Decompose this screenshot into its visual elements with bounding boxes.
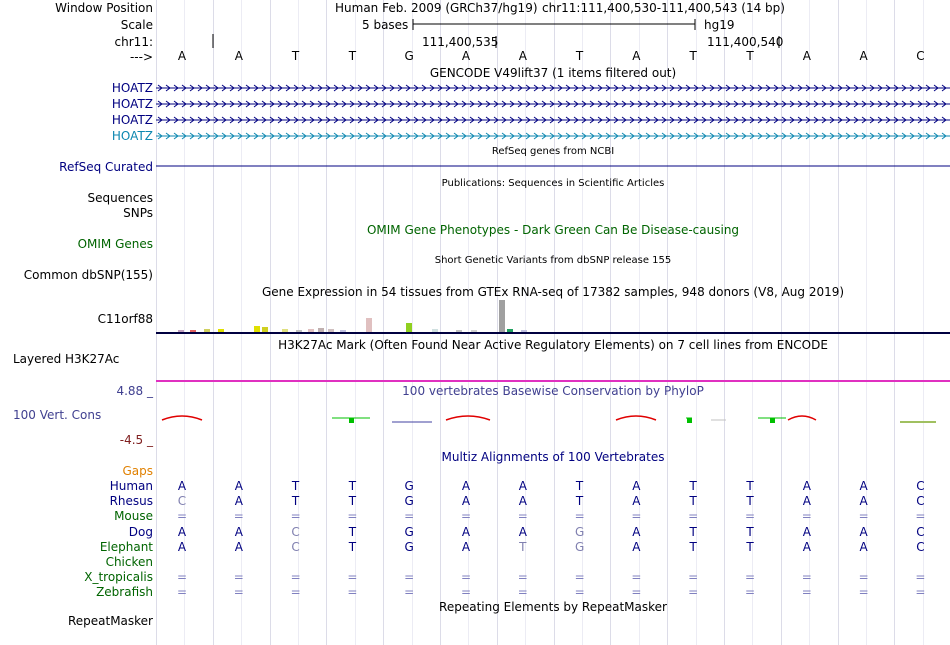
alignment-base: C [916,494,925,509]
phylop-max-label: 4.88 _ [116,384,153,398]
alignment-base: A [461,524,471,539]
alignment-base: = [460,509,472,524]
assembly-text: Human Feb. 2009 (GRCh37/hg19) [335,1,538,15]
alignment-base: = [517,509,528,524]
alignment-base: = [290,585,301,600]
alignment-base: A [802,494,811,509]
reference-base: A [177,49,187,63]
alignment-base: A [632,479,641,493]
alignment-base: = [233,509,244,524]
scale-text: 5 bases [362,18,409,32]
phylop-title[interactable]: 100 vertebrates Basewise Conservation by PhyloP [402,384,704,398]
alignment-base: A [518,494,527,509]
alignment-base: = [858,509,869,524]
gtex-tissue-bar [282,329,288,332]
alignment-base: A [859,539,868,554]
species-label[interactable]: X_tropicalis [84,570,153,585]
alignment-base: = [915,570,926,585]
gtex-tissue-bar [340,330,346,332]
gtex-tissue-bar [499,300,505,332]
species-label[interactable]: Chicken [105,555,153,569]
alignment-base: = [631,570,642,585]
gencode-transcript-label[interactable]: HOATZ [111,113,153,127]
gtex-tissue-bar [218,329,224,332]
alignment-base: = [744,570,756,585]
alignment-base: = [404,509,415,524]
alignment-base: G [404,524,414,539]
alignment-base: T [291,494,300,509]
repeatmasker-title[interactable]: Repeating Elements by RepeatMasker [439,600,667,614]
alignment-base: C [291,539,300,554]
alignment-base: T [689,479,697,493]
phylop-peak [349,418,354,423]
gaps-label[interactable]: Gaps [122,464,153,478]
gencode-transcript-label[interactable]: HOATZ [111,129,153,143]
gencode-transcript-label[interactable]: HOATZ [111,81,153,95]
phylop-negative-region [162,416,202,420]
gtex-tissue-bar [328,329,334,332]
gtex-label[interactable]: C11orf88 [97,312,153,326]
alignment-base: = [744,585,756,600]
alignment-base: = [233,570,244,585]
alignment-base: A [177,479,187,493]
alignment-base: = [404,585,415,600]
reference-base: T [746,49,754,63]
species-label[interactable]: Mouse [114,509,153,524]
alignment-base: T [746,494,754,509]
gtex-tissue-bar [254,326,260,332]
gtex-title[interactable]: Gene Expression in 54 tissues from GTEx RNA-seq of 17382 samples, 948 donors (V8, Aug 2019) [261,285,845,299]
gtex-tissue-bar [262,327,268,332]
alignment-base: A [461,539,471,554]
alignment-base: A [461,494,471,509]
gtex-tissue-bar [178,330,184,332]
publications-snps-label[interactable]: SNPs [123,206,153,220]
coord-label-1: 111,400,535 [422,35,499,49]
phylop-negative-region [788,416,816,420]
refseq-title[interactable]: RefSeq genes from NCBI [491,146,615,157]
dbsnp-label[interactable]: Common dbSNP(155) [23,268,153,282]
position-text: chr11:111,400,530-111,400,543 (14 bp) [542,1,785,15]
gtex-tissue-bar [318,328,324,332]
species-label[interactable]: Zebrafish [96,585,153,600]
alignment-base: A [859,494,868,509]
alignment-base: A [518,479,527,493]
alignment-base: = [290,509,301,524]
alignment-base: A [859,479,868,493]
alignment-base: C [177,494,187,509]
track-graphics [156,0,950,645]
alignment-base: = [574,585,585,600]
alignment-base: = [176,585,188,600]
alignment-base: = [688,585,699,600]
omim-label[interactable]: OMIM Genes [77,237,153,251]
alignment-base: A [461,479,471,493]
alignment-base: = [688,570,699,585]
omim-title[interactable]: OMIM Gene Phenotypes - Dark Green Can Be Disease-causing [366,223,740,237]
alignment-base: = [858,570,869,585]
alignment-base: = [347,570,358,585]
alignment-base: T [348,539,357,554]
alignment-base: T [348,479,357,493]
reference-base: A [461,49,471,63]
reference-base: T [689,49,697,63]
alignment-base: = [347,585,358,600]
alignment-base: = [176,570,188,585]
alignment-base: G [404,479,414,493]
alignment-base: = [801,509,812,524]
alignment-base: A [632,494,641,509]
alignment-base: A [177,524,187,539]
alignment-base: A [234,539,243,554]
alignment-base: T [348,494,357,509]
alignment-base: T [348,524,357,539]
reference-base: A [802,49,811,63]
alignment-base: A [518,524,527,539]
alignment-base: = [631,509,642,524]
reference-base: G [404,49,414,63]
alignment-base: = [688,509,699,524]
gtex-tissue-bar [406,323,412,332]
phylop-min-label: -4.5 _ [119,433,153,447]
reference-base: T [291,49,300,63]
species-label[interactable]: Human [109,479,153,493]
alignment-base: = [801,570,812,585]
alignment-base: A [177,539,187,554]
alignment-base: A [234,524,243,539]
species-label[interactable]: Dog [128,524,153,539]
gtex-tissue-bar [204,329,210,332]
repeatmasker-label[interactable]: RepeatMasker [67,614,153,628]
gtex-tissue-bar [507,329,513,332]
alignment-base: T [575,479,584,493]
phylop-negative-region [616,416,656,420]
scale-label: Scale [120,18,153,32]
alignment-base: A [632,524,641,539]
reference-base: T [348,49,357,63]
phylop-negative-region [446,416,490,420]
alignment-base: T [746,539,754,554]
alignment-base: A [802,524,811,539]
alignment-base: = [176,509,188,524]
alignment-base: = [574,509,585,524]
alignment-base: C [291,524,300,539]
species-label[interactable]: Rhesus [109,494,153,509]
alignment-base: G [574,524,585,539]
reference-base: T [575,49,584,63]
alignment-base: = [404,570,415,585]
gencode-title[interactable]: GENCODE V49lift37 (1 items filtered out) [429,66,677,80]
alignment-base: = [347,509,358,524]
alignment-base: = [517,585,528,600]
alignment-base: T [746,524,754,539]
alignment-base: = [858,585,869,600]
alignment-base: A [234,479,243,493]
alignment-base: = [460,585,472,600]
h3k27ac-title[interactable]: H3K27Ac Mark (Often Found Near Active Regulatory Elements) on 7 cell lines from ENCODE [278,338,828,352]
gtex-tissue-bar [308,329,314,332]
multiz-title[interactable]: Multiz Alignments of 100 Vertebrates [441,450,665,464]
db-text: hg19 [704,18,735,32]
alignment-base: C [916,479,925,493]
reference-base: C [916,49,925,63]
alignment-base: T [575,494,584,509]
alignment-base: = [744,509,756,524]
chrom-label: chr11: [114,35,153,49]
gtex-tissue-bar [366,318,372,332]
alignment-base: = [915,585,926,600]
reference-base: A [518,49,527,63]
alignment-base: T [519,539,527,554]
alignment-base: A [802,539,811,554]
alignment-base: T [291,479,300,493]
alignment-base: = [915,509,926,524]
publications-sequences-label[interactable]: Sequences [87,191,153,205]
alignment-base: T [689,494,697,509]
alignment-base: = [801,585,812,600]
phylop-peak [770,418,775,423]
alignment-base: T [689,539,697,554]
gtex-tissue-bar [296,330,302,332]
gtex-tissue-bar [432,329,438,332]
alignment-base: C [916,539,925,554]
alignment-base: A [632,539,641,554]
alignment-base: = [460,570,472,585]
alignment-base: = [631,585,642,600]
gtex-tissue-bar [456,330,462,332]
alignment-base: = [574,570,585,585]
alignment-base: T [746,479,754,493]
alignment-base: = [290,570,301,585]
dbsnp-title[interactable]: Short Genetic Variants from dbSNP release 155 [434,255,672,266]
gtex-tissue-bar [471,330,477,332]
alignment-base: T [689,524,697,539]
refseq-label[interactable]: RefSeq Curated [59,160,153,174]
window-position-label: Window Position [55,1,153,15]
alignment-base: G [404,494,414,509]
h3k27ac-label[interactable]: Layered H3K27Ac [13,352,120,366]
publications-title[interactable]: Publications: Sequences in Scientific Articles [441,178,665,189]
species-label[interactable]: Elephant [99,539,153,554]
alignment-base: A [859,524,868,539]
alignment-base: G [404,539,414,554]
phylop-peak [687,418,692,423]
gtex-tissue-bar [521,330,527,332]
phylop-label[interactable]: 100 Vert. Cons [13,408,102,422]
alignment-base: = [233,585,244,600]
reference-base: A [234,49,243,63]
alignment-base: A [802,479,811,493]
alignment-base: = [517,570,528,585]
alignment-base: A [234,494,243,509]
strand-label: ---> [129,50,153,64]
reference-base: A [859,49,868,63]
coord-label-2: 111,400,540 [707,35,784,49]
alignment-base: C [916,524,925,539]
gtex-tissue-bar [190,330,196,332]
track-area[interactable] [156,0,950,645]
alignment-base: G [574,539,585,554]
gencode-transcript-label[interactable]: HOATZ [111,97,153,111]
reference-base: A [632,49,641,63]
